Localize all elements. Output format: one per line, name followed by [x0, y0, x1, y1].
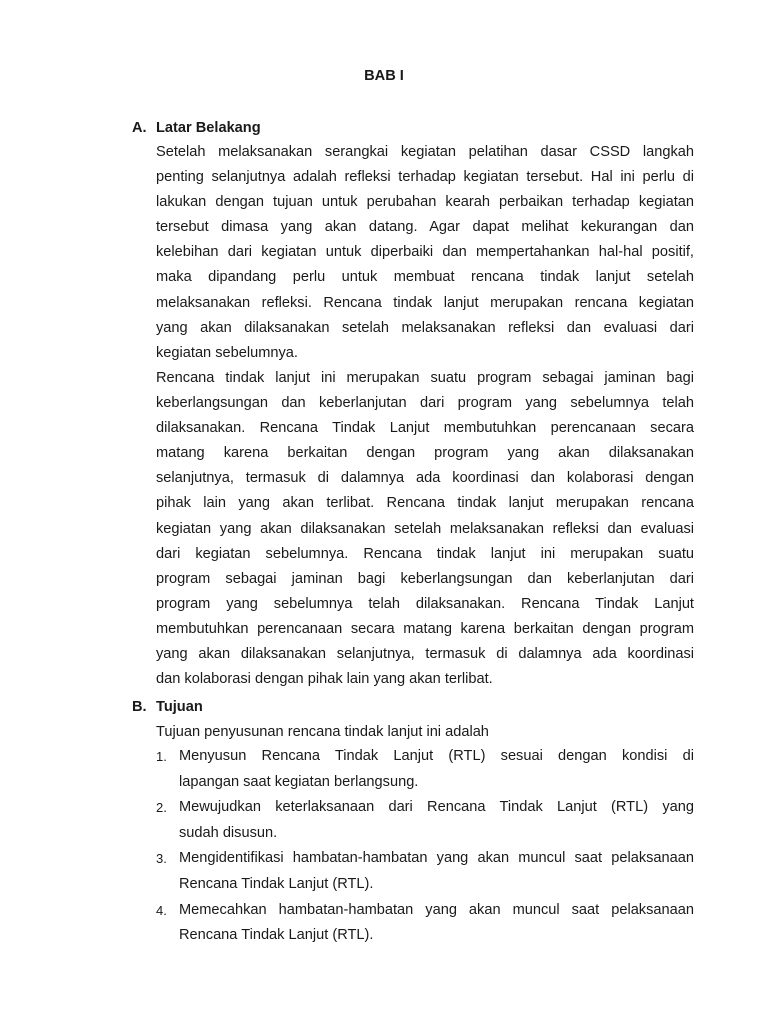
section-b-title: Tujuan: [156, 699, 203, 715]
paragraph-line: dilaksanakan. Rencana Tindak Lanjut membutuhkan perencanaan secara: [156, 420, 694, 437]
list-item-number: 3.: [156, 851, 167, 867]
paragraph-line: membutuhkan perencanaan secara matang karena berkaitan dengan program: [156, 620, 694, 637]
chapter-title: BAB I: [364, 68, 404, 84]
paragraph-line: tersebut dimasa yang akan datang. Agar dapat melihat kekurangan dan: [156, 219, 694, 236]
list-item: [156, 846, 694, 897]
paragraph-line: penting selanjutnya adalah refleksi terhadap kegiatan tersebut. Hal ini perlu di: [156, 169, 694, 186]
section-b-intro: Tujuan penyusunan rencana tindak lanjut ini adalah: [156, 724, 489, 740]
section-a-letter: A.: [132, 120, 147, 136]
list-item-line: Memecahkan hambatan-hambatan yang akan muncul saat pelaksanaan: [179, 901, 694, 918]
paragraph-line: Rencana tindak lanjut ini merupakan suatu program sebagai jaminan bagi: [156, 370, 694, 386]
list-item: [156, 898, 694, 949]
list-item-number: 4.: [156, 902, 167, 918]
list-item-line: Rencana Tindak Lanjut (RTL).: [179, 927, 374, 944]
list-item: [156, 744, 694, 795]
list-item-line: lapangan saat kegiatan berlangsung.: [179, 773, 419, 790]
paragraph-line: dari kegiatan sebelumnya. Rencana tindak lanjut ini merupakan suatu: [156, 545, 694, 562]
paragraph-line: program sebagai jaminan bagi keberlangsungan dan keberlanjutan dari: [156, 570, 694, 587]
section-a-paragraph-2: [156, 366, 694, 692]
section-a-heading: [132, 118, 261, 138]
paragraph-line: yang akan dilaksanakan setelah melaksanakan refleksi dan evaluasi dari: [156, 319, 694, 336]
section-a-paragraph-1: [156, 140, 694, 366]
paragraph-line: lakukan dengan tujuan untuk perubahan kearah perbaikan terhadap kegiatan: [156, 194, 694, 211]
paragraph-line: maka dipandang perlu untuk membuat rencana tindak lanjut setelah: [156, 269, 694, 286]
section-b-letter: B.: [132, 699, 147, 715]
paragraph-line: program yang sebelumnya telah dilaksanakan. Rencana Tindak Lanjut: [156, 595, 694, 612]
paragraph-line: kegiatan sebelumnya.: [156, 344, 298, 361]
paragraph-line: kelebihan dari kegiatan untuk diperbaiki dan mempertahankan hal-hal positif,: [156, 244, 694, 261]
section-a-title: Latar Belakang: [156, 120, 261, 136]
list-item-number: 1.: [156, 749, 167, 764]
list-item-line: Menyusun Rencana Tindak Lanjut (RTL) sesuai dengan kondisi di: [179, 748, 694, 764]
paragraph-line: keberlangsungan dan keberlanjutan dari program yang sebelumnya telah: [156, 395, 694, 412]
paragraph-line: kegiatan yang akan dilaksanakan setelah melaksanakan refleksi dan evaluasi: [156, 520, 694, 537]
paragraph-line: melaksanakan refleksi. Rencana tindak lanjut merupakan rencana kegiatan: [156, 294, 694, 311]
paragraph-line: matang karena berkaitan dengan program yang akan dilaksanakan: [156, 445, 694, 462]
objectives-list: [156, 744, 694, 949]
list-item: [156, 795, 694, 846]
paragraph-line: yang akan dilaksanakan selanjutnya, termasuk di dalamnya ada koordinasi: [156, 646, 694, 663]
list-item-number: 2.: [156, 800, 167, 816]
list-item-line: Mewujudkan keterlaksanaan dari Rencana Tindak Lanjut (RTL) yang: [179, 799, 694, 816]
list-item-line: Mengidentifikasi hambatan-hambatan yang akan muncul saat pelaksanaan: [179, 850, 694, 867]
list-item-line: sudah disusun.: [179, 824, 278, 841]
paragraph-line: Setelah melaksanakan serangkai kegiatan pelatihan dasar CSSD langkah: [156, 144, 694, 160]
paragraph-line: pihak lain yang akan terlibat. Rencana tindak lanjut merupakan rencana: [156, 495, 694, 512]
list-item-line: Rencana Tindak Lanjut (RTL).: [179, 875, 374, 892]
section-b-heading: [132, 697, 203, 717]
paragraph-line: dan kolaborasi dengan pihak lain yang akan terlibat.: [156, 671, 493, 688]
paragraph-line: selanjutnya, termasuk di dalamnya ada koordinasi dan kolaborasi dengan: [156, 470, 694, 487]
